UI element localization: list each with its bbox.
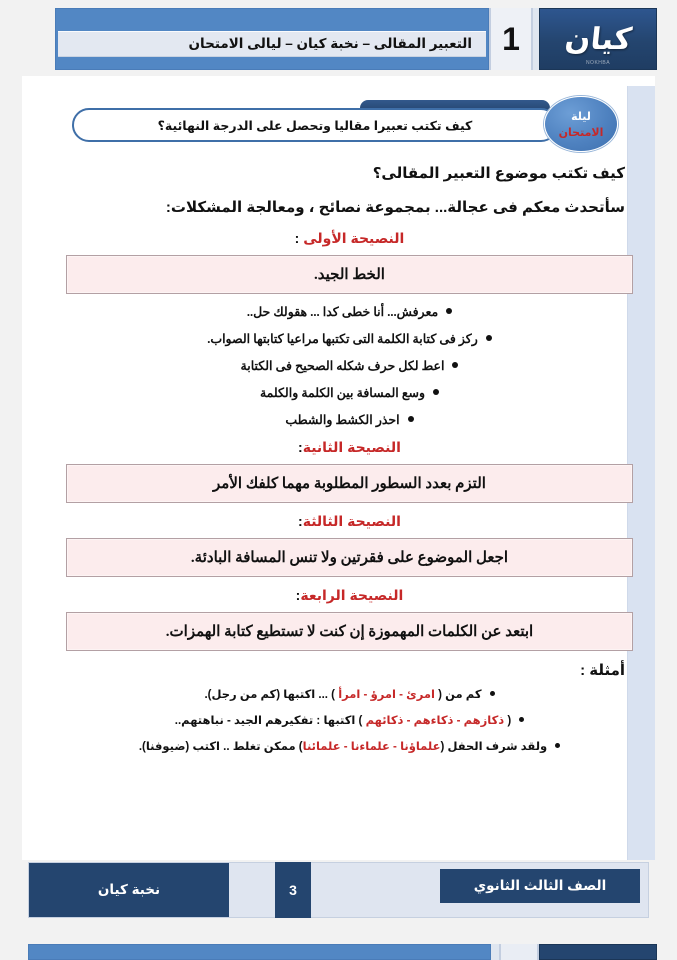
list-item [66, 713, 633, 727]
example-post: ) اكتبها : تفكيرهم الجيد - نباهتهم.. [174, 715, 366, 727]
example-pre: ولقد شرف الحفل ( [440, 741, 548, 753]
bullet-text: وسع المسافة بين الكلمة والكلمة [259, 386, 426, 400]
body-content [66, 164, 633, 765]
intro-statement: سأتحدث معكم فى عجالة... بمجموعة نصائح ، ومعالجة المشكلات: [165, 199, 625, 216]
advice-box-2-text: التزم بعدد السطور المطلوبة مهما كلفك الأمر [213, 476, 486, 492]
example-text [175, 713, 511, 727]
example-pre: كم من ( [434, 689, 482, 701]
footer-spacer-right [229, 863, 275, 917]
content-sheet [22, 76, 655, 860]
header-title-text: التعبير المقالى – نخبة كيان – ليالى الامتحان [188, 36, 472, 51]
badge-line-2: الامتحان [558, 126, 604, 139]
list-item [66, 412, 633, 428]
example-post: ) ممكن تغلط .. اكتب (ضيوفنا). [138, 741, 303, 753]
bullet-text: احذر الكشط والشطب [285, 413, 400, 427]
brand-logo-subtext: NOKHBA [585, 60, 611, 66]
next-page-number-box [499, 944, 539, 960]
advice-label-2-text: النصيحة الثانية [302, 439, 401, 455]
advice-box-4-text: ابتعد عن الكلمات المهموزة إن كنت لا تستطيع كتابة الهمزات. [165, 624, 534, 640]
footer-grade-text: الصف الثالث الثانوي [473, 878, 607, 893]
footer-brand [29, 863, 229, 917]
title-banner [72, 96, 610, 150]
advice-label-1 [66, 230, 633, 247]
next-page-header-peek [28, 944, 657, 960]
advice-box-1 [66, 255, 633, 294]
header-page-number [489, 8, 533, 70]
examples-label: أمثلة : [580, 662, 625, 679]
next-page-divider [491, 944, 499, 960]
advice-label-2 [66, 439, 633, 456]
advice-label-1-text: النصيحة الأولى [303, 230, 405, 246]
next-page-logo-box [539, 944, 657, 960]
advice-label-1-colon: : [294, 230, 304, 246]
footer-grade [440, 869, 640, 903]
badge-line-1: ليلة [571, 110, 591, 123]
intro-question: كيف تكتب موضوع التعبير المقالى؟ [372, 165, 625, 182]
example-text [139, 739, 547, 753]
list-item [66, 304, 633, 320]
example-highlight: امرئ - امرؤ - امرأ [338, 689, 435, 701]
example-text [204, 687, 481, 701]
advice-box-1-text: الخط الجيد. [314, 267, 385, 283]
advice-label-2-colon: : [298, 439, 303, 455]
bullet-dot-icon [519, 717, 524, 722]
advice-label-4-colon: : [295, 587, 301, 603]
advice-box-4 [66, 612, 633, 651]
advice-label-4-text: النصيحة الرابعة [300, 587, 404, 603]
list-item [66, 385, 633, 401]
list-item [66, 358, 633, 374]
footer-spacer-left [311, 863, 434, 917]
example-pre: ( [504, 715, 512, 727]
footer-brand-text: نخبة كيان [97, 882, 161, 897]
advice-label-3-colon: : [298, 513, 303, 529]
advice-box-3-text: اجعل الموضوع على فقرتين ولا تنس المسافة البادئة. [190, 550, 509, 566]
bullet-dot-icon [486, 335, 492, 341]
header-page-number-text: 1 [502, 20, 520, 57]
advice-box-3 [66, 538, 633, 577]
list-item [66, 739, 633, 753]
bullet-text: معرفش... أنا خطى كدا ... هقولك حل.. [246, 305, 439, 319]
page-footer [28, 862, 649, 918]
bullet-dot-icon [408, 416, 414, 422]
footer-page-number [275, 862, 311, 918]
footer-page-number-text: 3 [289, 882, 297, 898]
list-item [66, 331, 633, 347]
example-highlight: ذكازهم - ذكاءهم - ذكائهم [365, 715, 505, 727]
header-title-bar [55, 8, 489, 70]
bullet-dot-icon [490, 691, 495, 696]
bullet-dot-icon [555, 743, 560, 748]
brand-logo [539, 8, 657, 70]
exam-night-badge [544, 96, 618, 152]
advice-1-bullet-list [66, 304, 633, 428]
examples-list [66, 687, 633, 753]
example-post: ) ... اكتبها (كم من رجل). [204, 689, 339, 701]
bullet-dot-icon [433, 389, 439, 395]
bullet-dot-icon [452, 362, 458, 368]
bullet-dot-icon [446, 308, 452, 314]
bullet-text: اعط لكل حرف شكله الصحيح فى الكتابة [240, 359, 445, 373]
header-title-inner [58, 31, 486, 57]
advice-label-3 [66, 513, 633, 530]
advice-label-3-text: النصيحة الثالثة [302, 513, 401, 529]
bullet-text: ركز فى كتابة الكلمة التى تكتبها مراعيا كتابتها الصواب. [207, 332, 478, 346]
brand-logo-text: كيان [562, 21, 634, 57]
next-page-title-bar [28, 944, 491, 960]
title-pill-text: كيف تكتب تعبيرا مقاليا وتحصل على الدرجة النهائية؟ [157, 118, 473, 133]
list-item [66, 687, 633, 701]
advice-box-2 [66, 464, 633, 503]
title-pill [72, 108, 558, 142]
advice-label-4 [66, 587, 633, 604]
example-highlight: علماؤنا - علماءنا - علمائنا [302, 741, 441, 753]
page-header [55, 8, 657, 70]
